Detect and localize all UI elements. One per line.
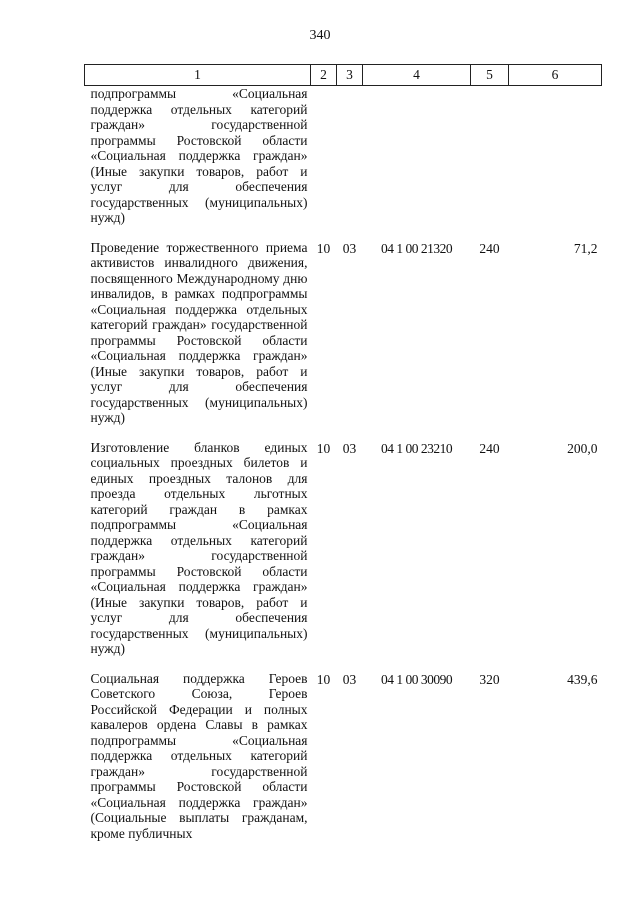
- row-expense-type: [471, 86, 509, 240]
- column-header-1: 1: [85, 65, 311, 86]
- row-expense-type: 240: [479, 440, 500, 456]
- row-section: [311, 86, 337, 240]
- table-row: [85, 86, 602, 240]
- row-target-code: 04 1 00 30090: [380, 671, 453, 687]
- row-subsection: 03: [342, 240, 357, 256]
- row-amount: 71,2: [573, 240, 598, 256]
- row-section: 10: [316, 671, 331, 687]
- row-description: Изготовление бланков единых социальных проездных билетов и единых проездных талонов для проезда отдельных льготных категорий граждан в рамках подпрограммы «Социальная поддержка отдельных категорий граждан» государственной программы Ростовской области «Социальная поддержка граждан» (Иные закупки товаров, работ и услуг для обеспечения государственных (муниципальных) нужд): [90, 439, 308, 656]
- row-section: 10: [316, 240, 331, 256]
- row-amount: [509, 86, 602, 240]
- row-description: Социальная поддержка Героев Советского Союза, Героев Российской Федерации и полных кавалеров ордена Славы в рамках подпрограммы «Социальная поддержка отдельных категорий граждан» государственной программы Ростовской области «Социальная поддержка граждан» (Социальные выплаты гражданам, кроме публичных: [90, 670, 308, 841]
- column-header-2: 2: [311, 65, 337, 86]
- row-expense-type: 320: [479, 671, 500, 687]
- row-target-code: [363, 86, 471, 240]
- row-target-code: 04 1 00 23210: [380, 440, 453, 456]
- row-subsection: [337, 86, 363, 240]
- row-target-code: 04 1 00 21320: [380, 240, 453, 256]
- page-number: 340: [309, 28, 331, 43]
- column-header-6: 6: [509, 65, 602, 86]
- row-subsection: 03: [342, 671, 357, 687]
- row-amount: 439,6: [567, 671, 598, 687]
- column-header-4: 4: [363, 65, 471, 86]
- column-number-header-row: [85, 65, 602, 86]
- budget-table: [84, 64, 602, 855]
- column-header-3: 3: [337, 65, 363, 86]
- table-row: [85, 671, 602, 856]
- row-section: 10: [316, 440, 331, 456]
- row-subsection: 03: [342, 440, 357, 456]
- table-row: [85, 440, 602, 671]
- row-expense-type: 240: [479, 240, 500, 256]
- column-header-5: 5: [471, 65, 509, 86]
- row-description: подпрограммы «Социальная поддержка отдельных категорий граждан» государственной программы Ростовской области «Социальная поддержка граждан» (Иные закупки товаров, работ и услуг для обеспечения государственных (муниципальных) нужд): [90, 86, 308, 225]
- table-row: [85, 240, 602, 440]
- row-amount: 200,0: [567, 440, 598, 456]
- row-description: Проведение торжественного приема активистов инвалидного движения, посвященного Международному дню инвалидов, в рамках подпрограммы «Социальная поддержка отдельных категорий граждан» государственной программы Ростовской области «Социальная поддержка граждан» (Иные закупки товаров, работ и услуг для обеспечения государственных (муниципальных) нужд): [90, 239, 308, 425]
